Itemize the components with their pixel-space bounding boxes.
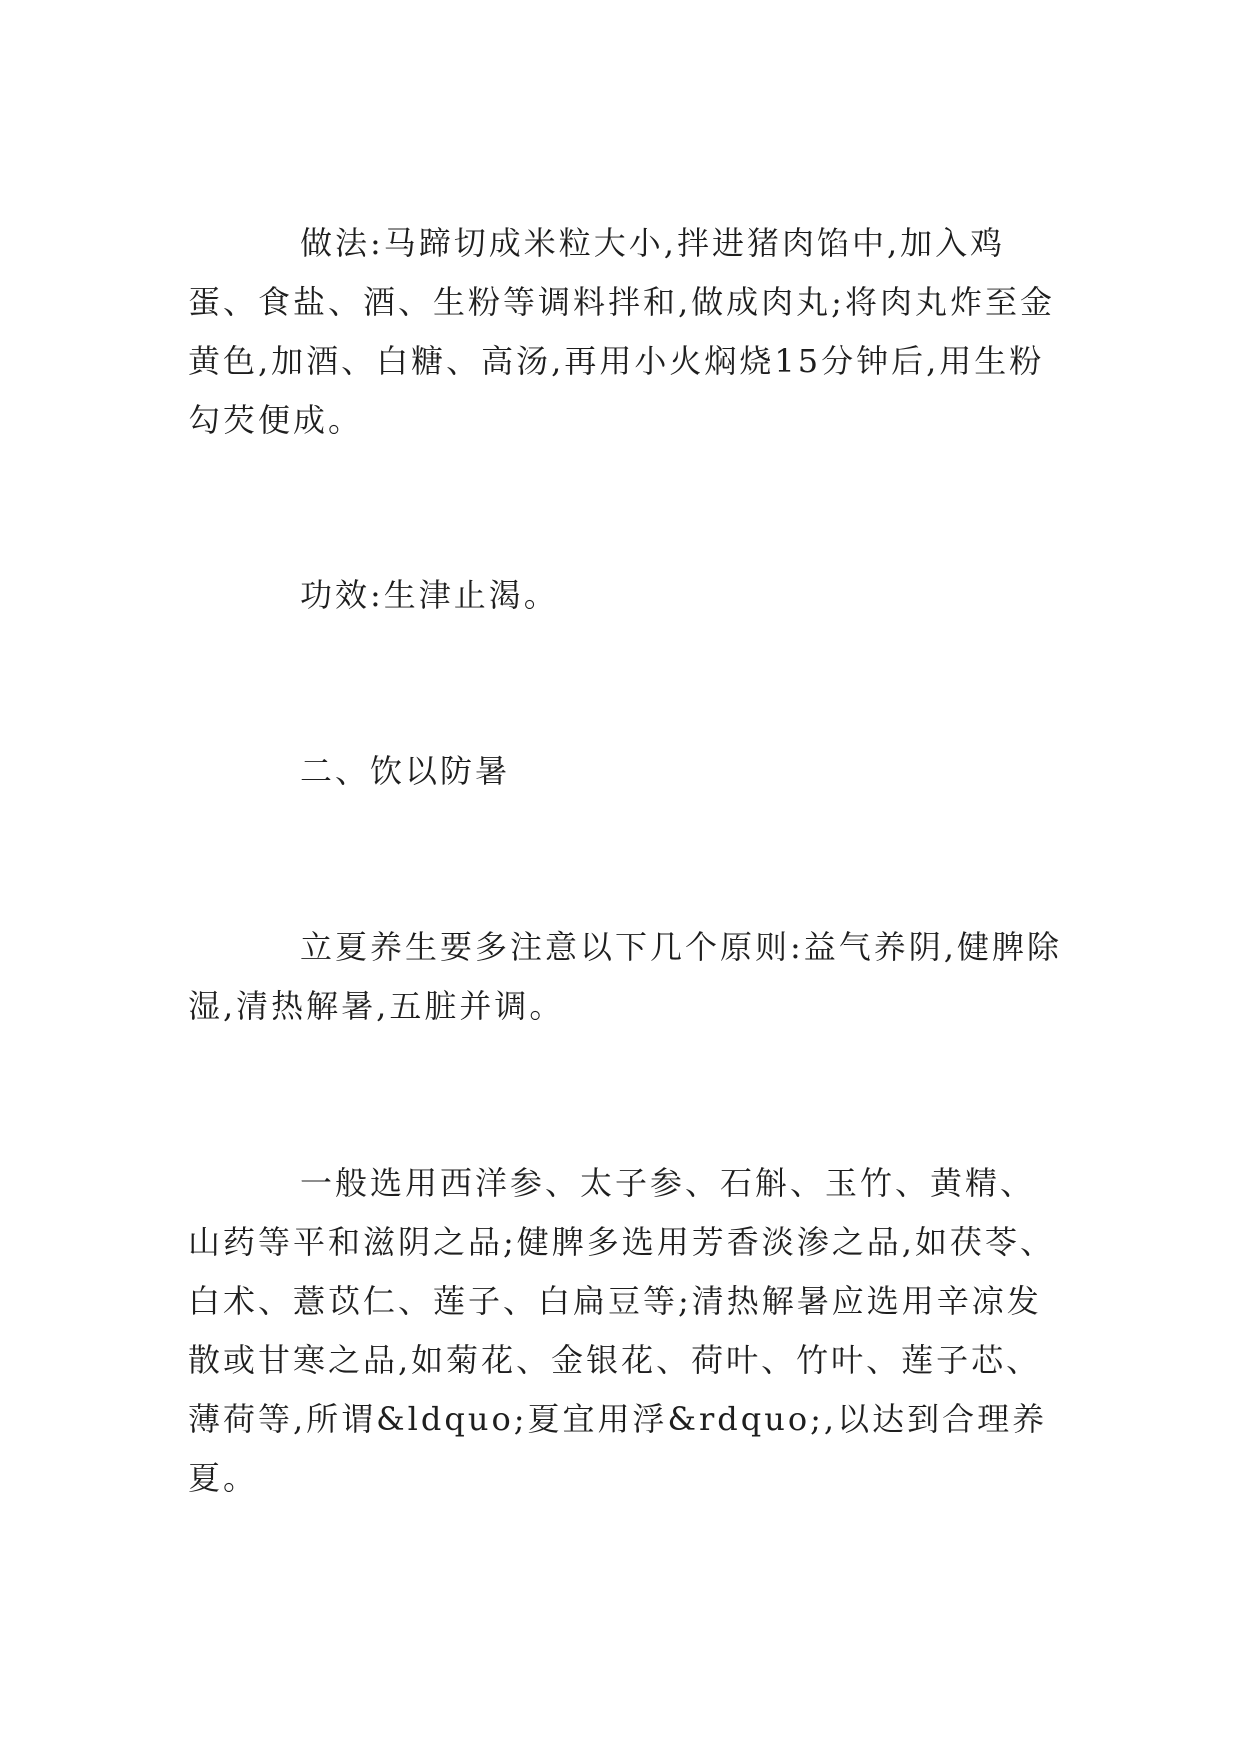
principles-paragraph: 立夏养生要多注意以下几个原则:益气养阴,健脾除湿,清热解暑,五脏并调。 [188, 928, 1062, 1025]
effect-paragraph: 功效:生津止渴。 [300, 576, 559, 614]
section-heading: 二、饮以防暑 [300, 752, 511, 790]
recipe-method-paragraph: 做法:马蹄切成米粒大小,拌进猪肉馅中,加入鸡蛋、食盐、酒、生粉等调料拌和,做成肉丸;将肉丸炸至金黄色,加酒、白糖、高汤,再用小火焖烧15分钟后,用生粉勾芡便成。 [188, 224, 1055, 439]
herbs-paragraph: 一般选用西洋参、太子参、石斛、玉竹、黄精、山药等平和滋阴之品;健脾多选用芳香淡渗之品,如茯苓、白术、薏苡仁、莲子、白扁豆等;清热解暑应选用辛凉发散或甘寒之品,如菊花、金银花、荷叶、竹叶、莲子芯、薄荷等,所谓&ldquo;夏宜用浮&rdquo;,以达到合理养夏。 [188, 1164, 1055, 1497]
